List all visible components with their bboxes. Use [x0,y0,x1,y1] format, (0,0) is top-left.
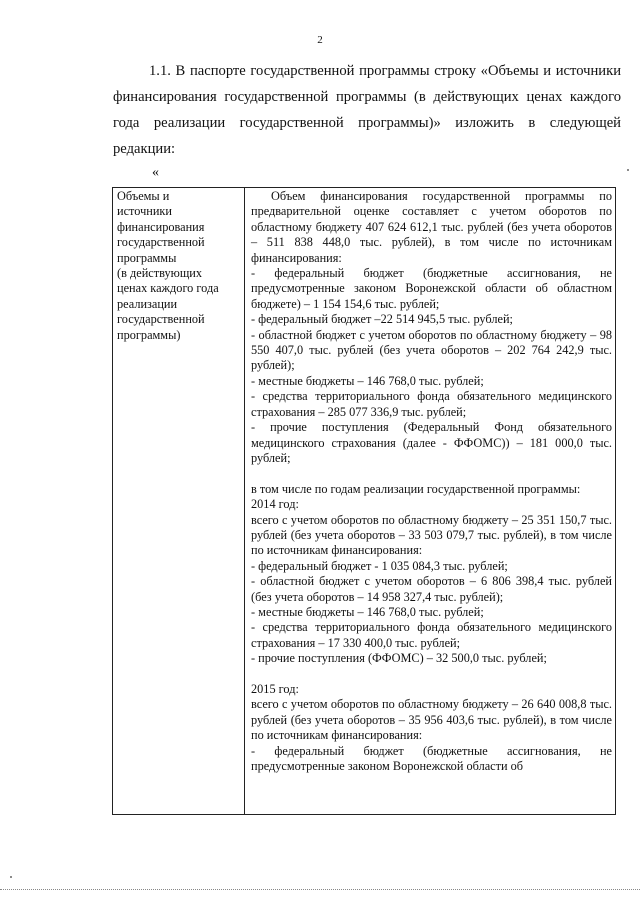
source-item: - прочие поступления (ФФОМС) – 32 500,0 тыс. рублей; [251,651,547,666]
row-content-cell [245,188,616,815]
source-item: - областной бюджет с учетом оборотов по областному бюджету – 98 550 407,0 тыс. рублей (без учета оборотов – 202 764 242,9 тыс. рублей); [251,327,612,373]
opening-quote-mark: « [152,165,159,180]
source-item: - прочие поступления (Федеральный Фонд обязательного медицинского страхования (далее - ФФОМС)) – 181 000,0 тыс. рублей; [251,420,612,465]
source-item: - средства территориального фонда обязательного медицинского страхования – 17 330 400,0 тыс. рублей; [251,620,612,650]
year-heading-2015: 2015 год: [251,681,299,696]
intro-paragraph: 1.1. В паспорте государственной программы строку «Объемы и источники финансирования государственной программы (в действующих ценах каждого года реализации государственной программы)» изложить в следующей редакции: [113,63,621,157]
source-item: - местные бюджеты – 146 768,0 тыс. рублей; [251,373,484,388]
label-line: государственной [117,235,205,250]
label-line: финансирования [117,219,205,234]
source-item: - областной бюджет с учетом оборотов – 6 806 398,4 тыс. рублей (без учета оборотов – 14 958 327,4 тыс. рублей); [251,574,612,604]
label-line: программы) [117,327,181,342]
blank-line [251,667,612,682]
total-financing-paragraph: Объем финансирования государственной программы по предварительной оценке составляет с учетом оборотов по областному бюджету 407 624 612,1 тыс. рублей (без учета оборотов – 511 838 448,0 тыс. рублей), в том числе по источникам финансирования: [251,189,612,265]
label-line: реализации [117,296,178,311]
source-item: - федеральный бюджет (бюджетные ассигнования, не предусмотренные законом Воронежской области об областном бюджете) – 1 154 154,6 тыс. рублей; [251,266,612,311]
source-item: - федеральный бюджет –22 514 945,5 тыс. рублей; [251,312,513,327]
scan-edge-line [0,889,640,890]
year-total-2014: всего с учетом оборотов по областному бюджету – 25 351 150,7 тыс. рублей (без учета оборотов – 33 503 079,7 тыс. рублей), в том числе по источникам финансирования: [251,512,612,558]
source-item: - федеральный бюджет - 1 035 084,3 тыс. рублей; [251,558,508,573]
scan-speck [627,169,629,171]
year-heading-2014: 2014 год: [251,497,299,512]
label-line: государственной [117,312,205,327]
label-line: ценах каждого года [117,281,219,296]
label-line: Объемы и [117,189,170,203]
source-item: - средства территориального фонда обязательного медицинского страхования – 285 077 336,9 тыс. рублей; [251,389,612,419]
blank-line [251,466,612,481]
page-number: 2 [317,34,323,46]
source-item: - местные бюджеты – 146 768,0 тыс. рублей; [251,604,484,619]
label-line: программы [117,250,177,265]
by-year-heading: в том числе по годам реализации государственной программы: [251,481,581,496]
label-line: источники [117,204,172,219]
program-passport-table [112,187,616,815]
year-total-2015: всего с учетом оборотов по областному бюджету – 26 640 008,8 тыс. рублей (без учета оборотов – 35 956 403,6 тыс. рублей), в том числе по источникам финансирования: [251,697,612,743]
table-row [113,188,616,815]
source-item: - федеральный бюджет (бюджетные ассигнования, не предусмотренные законом Воронежской области об [251,743,612,773]
scan-speck [10,876,12,878]
row-label-cell [113,188,245,815]
label-line: (в действующих [117,266,203,281]
